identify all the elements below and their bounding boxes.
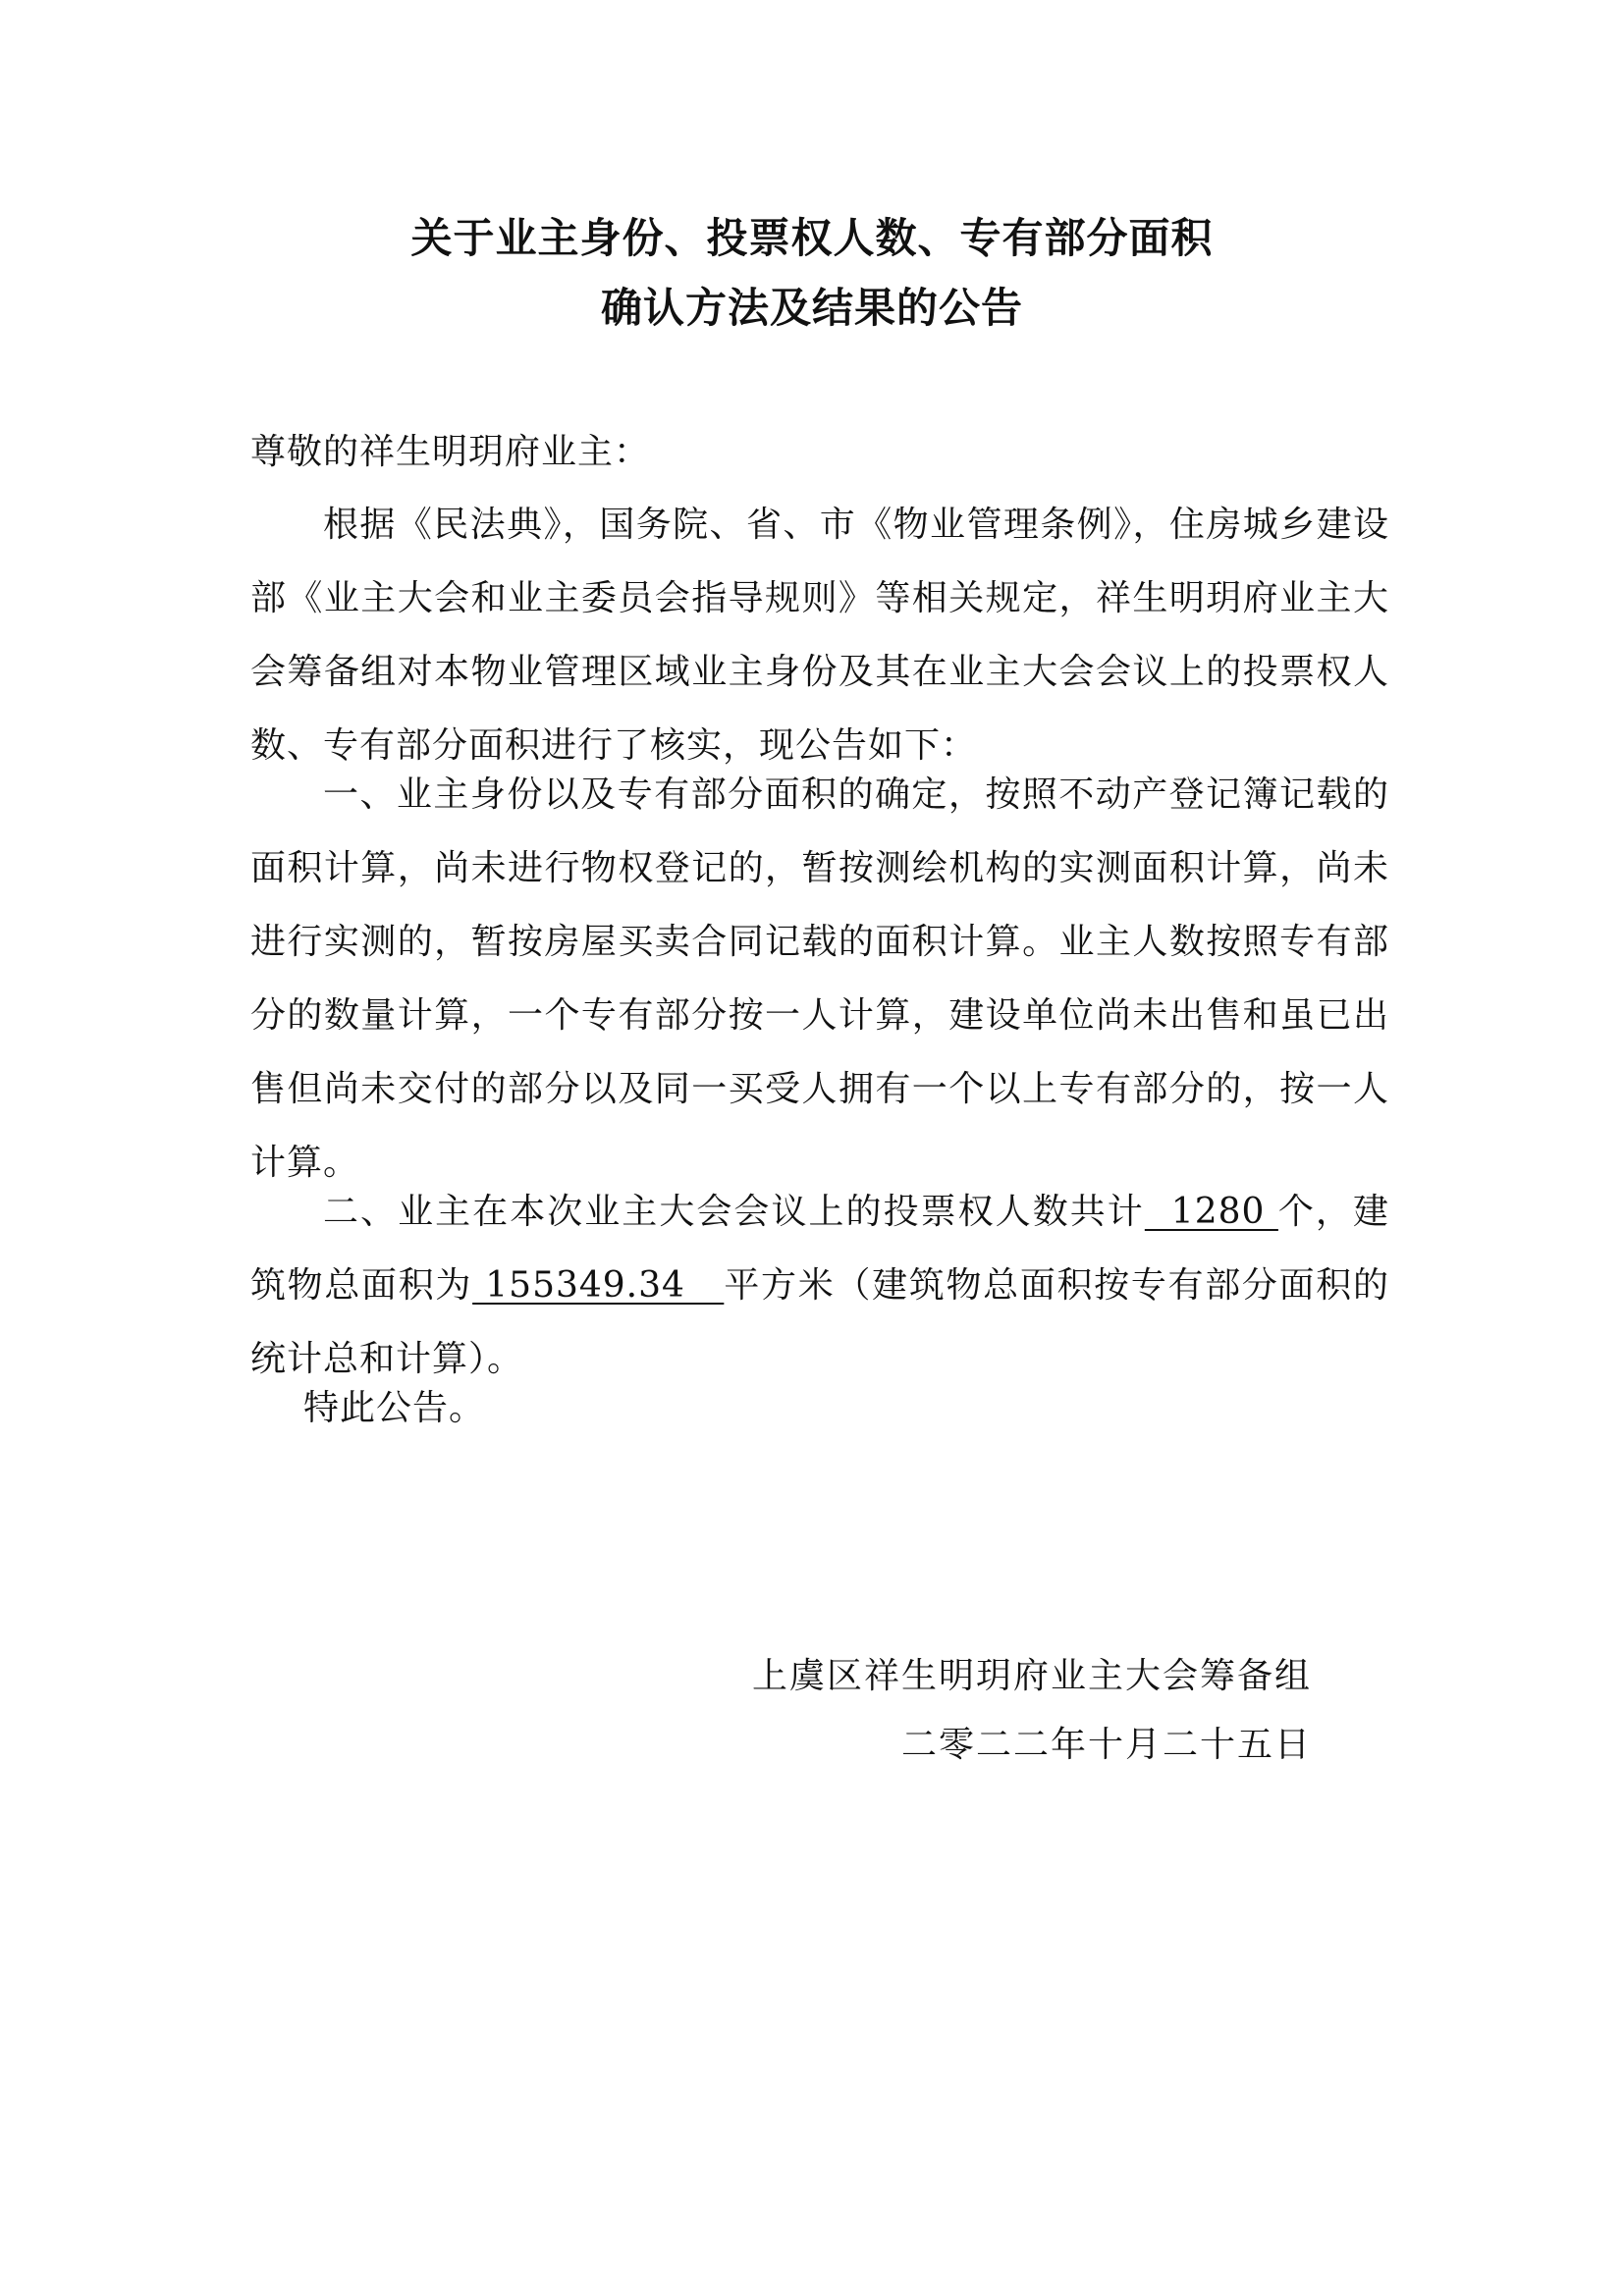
item-two-text-after-count: 个，建筑物总面积为 bbox=[250, 1192, 1389, 1306]
item-two-text-after-area: 平方米（建筑物总面积按专有部分面积的统计总和计算）。 bbox=[250, 1265, 1389, 1379]
voter-count: 1280 bbox=[1144, 1192, 1278, 1232]
closing-statement: 特此公告。 bbox=[303, 1388, 486, 1428]
document-title-line-1: 关于业主身份、投票权人数、专有部分面积 bbox=[410, 214, 1214, 262]
total-area: 155349.34 bbox=[472, 1265, 725, 1306]
paragraph-item-one: 一、业主身份以及专有部分面积的确定，按照不动产登记簿记载的面积计算，尚未进行物权登记的，暂按测绘机构的实测面积计算，尚未进行实测的，暂按房屋买卖合同记载的面积计算。业主人数按照专有部分的数量计算，一个专有部分按一人计算，建设单位尚未出售和虽已出售但尚未交付的部分以及同一买受人拥有一个以上专有部分的，按一人计算。 bbox=[250, 774, 1389, 1183]
signature-date: 二零二二年十月二十五日 bbox=[900, 1725, 1312, 1765]
document-title-line-2: 确认方法及结果的公告 bbox=[600, 284, 1023, 332]
salutation: 尊敬的祥生明玥府业主： bbox=[250, 432, 651, 472]
paragraph-legal-basis: 根据《民法典》，国务院、省、市《物业管理条例》，住房城乡建设部《业主大会和业主委员会指导规则》等相关规定，祥生明玥府业主大会筹备组对本物业管理区域业主身份及其在业主大会会议上的投票权人数、专有部分面积进行了核实，现公告如下： bbox=[250, 505, 1389, 766]
item-two-text-before-count: 二、业主在本次业主大会会议上的投票权人数共计 bbox=[323, 1192, 1145, 1232]
signature-organization: 上虞区祥生明玥府业主大会筹备组 bbox=[751, 1656, 1312, 1696]
paragraph-item-two bbox=[250, 1175, 1389, 1396]
